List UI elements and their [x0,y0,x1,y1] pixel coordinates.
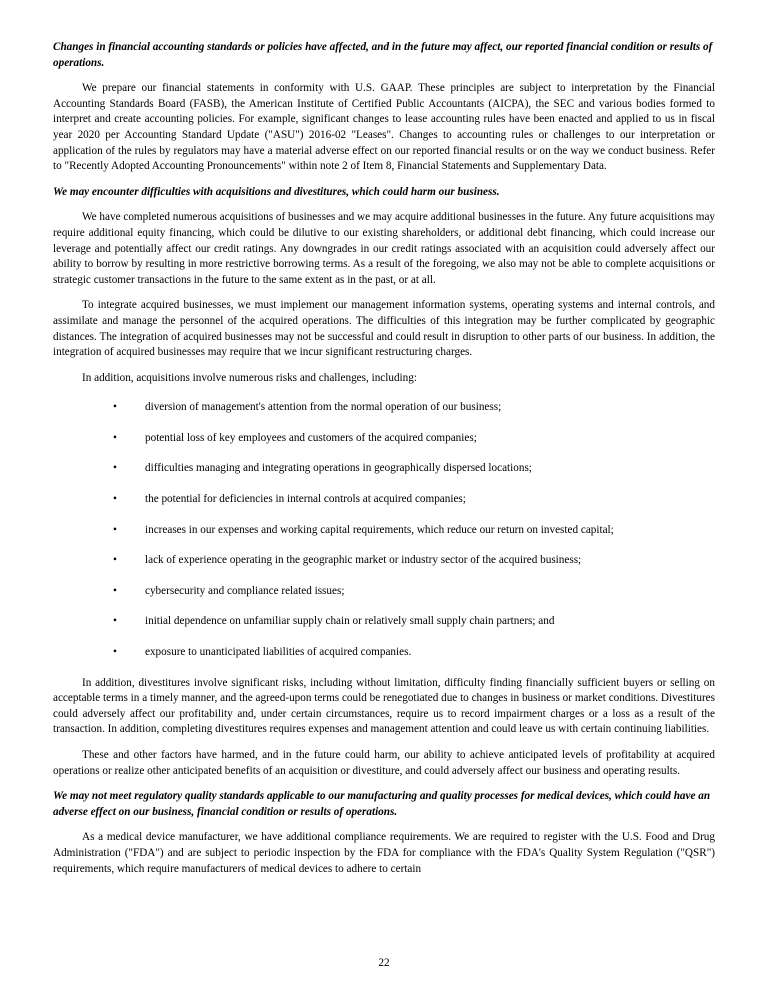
list-item [53,431,715,447]
risk-heading-accounting-standards: Changes in financial accounting standards or policies have affected, and in the future may affect, our reported financial condition or results of operations. [53,41,713,69]
bullet-icon: • [113,646,117,659]
acquisition-risks-list [53,400,715,660]
list-item-text: potential loss of key employees and customers of the acquired companies; [145,431,477,444]
list-item-text: lack of experience operating in the geographic market or industry sector of the acquired business; [145,554,582,567]
bullet-icon: • [113,401,117,414]
risk-heading-acquisitions-divestitures: We may encounter difficulties with acquisitions and divestitures, which could harm our business. [53,185,500,198]
bullet-icon: • [113,584,117,597]
list-item [53,400,715,416]
list-item-text: cybersecurity and compliance related issues; [145,584,345,597]
bullet-icon: • [113,462,117,475]
bullet-icon: • [113,493,117,506]
list-item [53,523,715,539]
paragraph-acquisitions-2: To integrate acquired businesses, we must implement our management information systems, operating systems and internal controls, and assimilate and manage the personnel of the acquired operations. The difficulties of this integration may be further complicated by geographic distances. The integration of acquired businesses may not be successful and could result in disruption to other parts of our business. In addition, the integration of acquired businesses may require that we incur significant restructuring charges. [53,299,715,359]
bullet-icon: • [113,554,117,567]
paragraph-acquisitions-intro: In addition, acquisitions involve numerous risks and challenges, including: [82,371,417,384]
bullet-icon: • [113,523,117,536]
list-item-text: exposure to unanticipated liabilities of acquired companies. [145,646,412,659]
list-item [53,614,715,630]
list-item [53,584,715,600]
bullet-icon: • [113,431,117,444]
list-item-text: the potential for deficiencies in internal controls at acquired companies; [145,493,466,506]
list-item-text: diversion of management's attention from the normal operation of our business; [145,401,502,414]
paragraph-medical-device: As a medical device manufacturer, we have additional compliance requirements. We are required to register with the U.S. Food and Drug Administration ("FDA") and are subject to periodic inspection by the FDA for compliance with the FDA's Quality System Regulation ("QSR") requirements, which require manufacturers of medical devices to adhere to certain [53,831,715,875]
list-item [53,553,715,569]
list-item [53,492,715,508]
paragraph-other-factors: These and other factors have harmed, and in the future could harm, our ability to achieve anticipated levels of profitability at acquired operations or realize other anticipated benefits of an acquisition or divestiture, and could adversely affect our business and operating results. [53,749,715,777]
risk-heading-regulatory-quality: We may not meet regulatory quality standards applicable to our manufacturing and quality processes for medical devices, which could have an adverse effect on our business, financial condition or results of operations. [53,790,711,818]
list-item-text: increases in our expenses and working capital requirements, which reduce our return on invested capital; [145,523,614,536]
list-item [53,461,715,477]
paragraph-accounting-standards: We prepare our financial statements in conformity with U.S. GAAP. These principles are subject to interpretation by the Financial Accounting Standards Board (FASB), the American Institute of Certified Public Accountants (AICPA), the SEC and various bodies formed to interpret and create accounting policies. For example, significant changes to lease accounting rules have been enacted and applied to us in fiscal year 2020 per Accounting Standard Update ("ASU") 2016-02 "Leases". Changes to accounting rules or challenges to our interpretation or application of the rules by regulators may have a material adverse effect on our reported financial results or on the way we conduct business. Refer to "Recently Adopted Accounting Pronouncements" within note 2 of Item 8, Financial Statements and Supplementary Data. [53,82,715,173]
list-item-text: difficulties managing and integrating operations in geographically dispersed locations; [145,462,532,475]
paragraph-acquisitions-1: We have completed numerous acquisitions of businesses and we may acquire additional businesses in the future. Any future acquisitions may require additional equity financing, which could be dilutive to our existing shareholders, or additional debt financing, which could increase our leverage and potentially affect our credit ratings. Any downgrades in our credit ratings associated with an acquisition could adversely affect our ability to borrow by resulting in more restrictive borrowing terms. As a result of the foregoing, we also may not be able to complete acquisitions or strategic customer transactions in the future to the same extent as in the past, or at all. [53,211,715,286]
bullet-icon: • [113,615,117,628]
list-item [53,645,715,661]
list-item-text: initial dependence on unfamiliar supply chain or relatively small supply chain partners; and [145,615,555,628]
paragraph-divestitures: In addition, divestitures involve significant risks, including without limitation, difficulty finding financially sufficient buyers or selling on acceptable terms in a timely manner, and the agreed-upon terms could be renegotiated due to changes in business or market conditions. Divestitures could adversely affect our profitability and, under certain circumstances, require us to record impairment charges or a loss as a result of the transaction. In addition, completing divestitures requires expenses and management attention and could leave us with certain continuing liabilities. [53,676,715,736]
page-number: 22 [378,957,390,970]
